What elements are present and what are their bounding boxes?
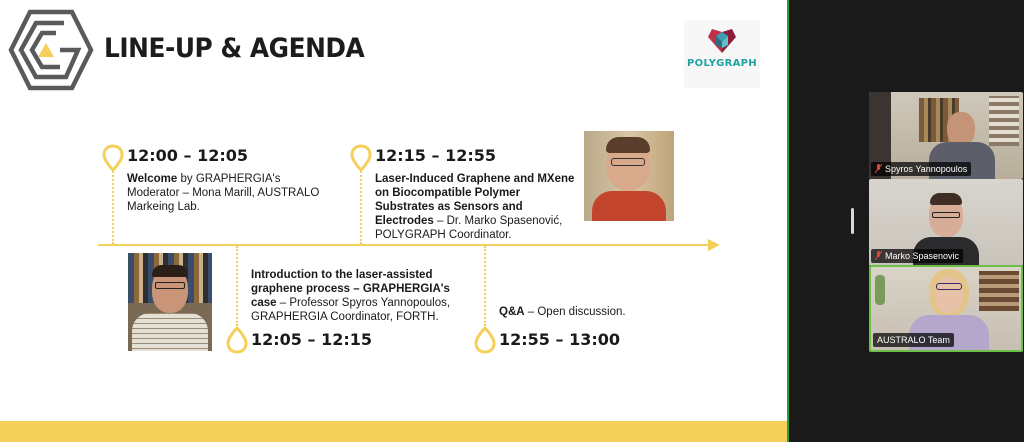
video-tile-participant[interactable] <box>869 179 1023 266</box>
location-pin-icon <box>350 144 372 172</box>
agenda-description <box>375 172 577 242</box>
graphergia-logo <box>8 9 94 91</box>
agenda-topic: Introduction to the laser-assisted graphene process – GRAPHERGIA's case <box>251 269 450 309</box>
video-tile-active-speaker[interactable] <box>869 265 1023 352</box>
polygraph-logo <box>684 20 760 88</box>
participant-name: AUSTRALO Team <box>877 335 950 345</box>
participant-name: Spyros Yannopoulos <box>885 164 968 174</box>
agenda-speaker: – Open discussion. <box>524 306 626 318</box>
agenda-description <box>251 268 451 324</box>
agenda-speaker: by GRAPHERGIA's Moderator – Mona Marill, AUSTRALO Markeing Lab. <box>127 173 320 213</box>
speaker-photo-spyros <box>128 253 212 351</box>
location-pin-icon <box>226 326 248 354</box>
polygraph-logo-text: POLYGRAPH <box>687 58 757 69</box>
mic-muted-icon <box>875 164 882 173</box>
participant-name-label <box>871 162 971 176</box>
mic-muted-icon <box>875 251 882 260</box>
agenda-topic: Laser-Induced Graphene and MXene on Biocompatible Polymer Substrates as Sensors and Electrodes <box>375 173 575 227</box>
agenda-time: 12:00 – 12:05 <box>127 146 248 165</box>
slide-footer-bar <box>0 421 787 442</box>
polygraph-heart-logo <box>707 26 737 54</box>
agenda-description <box>127 172 332 214</box>
sidebar-resize-handle[interactable] <box>851 208 854 234</box>
agenda-speaker: – Professor Spyros Yannopoulos, GRAPHERGIA Coordinator, FORTH. <box>251 297 451 323</box>
timeline-connector <box>360 168 362 244</box>
timeline-connector <box>236 246 238 326</box>
agenda-time: 12:15 – 12:55 <box>375 146 496 165</box>
agenda-time: 12:05 – 12:15 <box>251 330 372 349</box>
participant-name: Marko Spasenovic <box>885 251 960 261</box>
participant-name-label <box>871 249 963 263</box>
location-pin-icon <box>102 144 124 172</box>
location-pin-icon <box>474 326 496 354</box>
agenda-topic: Welcome <box>127 173 178 185</box>
agenda-topic: Q&A <box>499 306 525 318</box>
timeline-arrow <box>708 239 720 251</box>
agenda-time: 12:55 – 13:00 <box>499 330 620 349</box>
speaker-photo-marko <box>584 131 674 221</box>
video-tile-participant[interactable] <box>869 92 1023 179</box>
timeline-connector <box>112 168 114 244</box>
participant-name-label <box>873 333 954 347</box>
agenda-speaker: – Dr. Marko Spasenović, POLYGRAPH Coordinator. <box>375 215 563 241</box>
agenda-description <box>499 305 699 319</box>
slide-title: LINE-UP & AGENDA <box>104 33 365 64</box>
timeline-connector <box>484 246 486 326</box>
timeline-line <box>98 244 712 246</box>
